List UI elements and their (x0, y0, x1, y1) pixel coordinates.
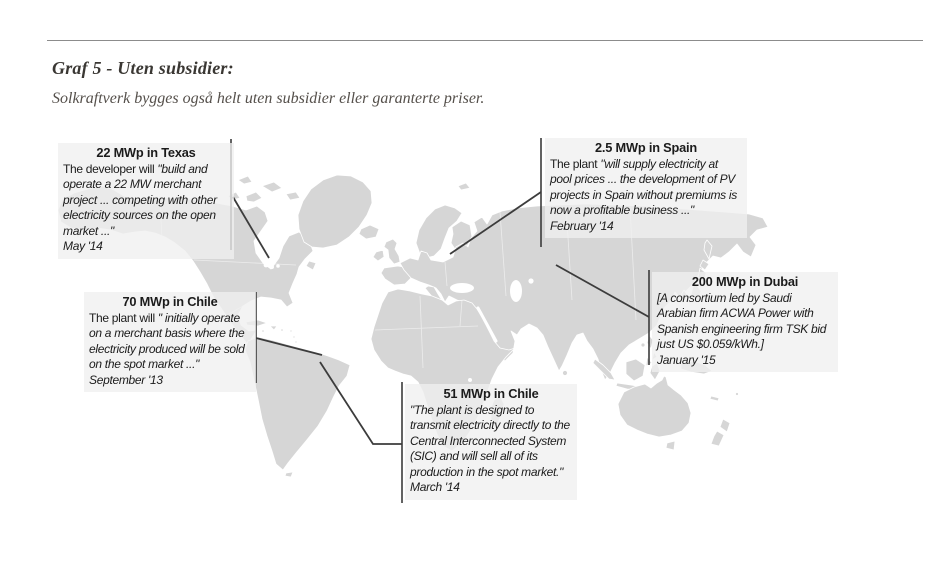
note-chile-51 (405, 384, 577, 500)
page-title: Graf 5 - Uten subsidier: (52, 58, 234, 78)
note-lead: The plant will (89, 310, 158, 325)
note-date: January '15 (657, 352, 716, 367)
note-body (89, 311, 251, 373)
note-spain (545, 138, 747, 238)
note-title: 2.5 MWp in Spain (594, 140, 698, 155)
page-subtitle: Solkraftverk bygges også helt uten subsidier eller garanterte priser. (52, 90, 485, 107)
note-lead: The developer will (63, 161, 158, 176)
note-quote: "will supply electricity at pool prices ... the development of PV projects in Spain without premiums is now a profitable business ..." (550, 156, 737, 217)
note-date: May '14 (63, 239, 103, 253)
note-quote: " initially operate on a merchant basis where the electricity produced will be sold on the spot market ..." (89, 310, 245, 371)
note-quote: "The plant is designed to transmit electricity directly to the Central Interconnected System (SIC) and will sell all of its production in the spot market." (410, 402, 570, 479)
note-body (550, 157, 742, 219)
note-body (410, 403, 572, 481)
note-texas (58, 143, 234, 259)
note-lead: The plant (550, 156, 601, 171)
note-date: September '13 (89, 372, 163, 387)
note-dubai (652, 272, 838, 372)
note-title: 200 MWp in Dubai (691, 274, 799, 289)
note-quote: [A consortium led by Saudi Arabian firm ACWA Power with Spanish engineering firm TSK bid just US $0.059/kWh.] (657, 290, 827, 351)
note-body (63, 162, 229, 240)
note-chile-70 (84, 292, 256, 392)
note-body (657, 291, 833, 353)
note-title: 70 MWp in Chile (122, 294, 218, 309)
note-title: 51 MWp in Chile (443, 386, 539, 401)
note-quote: "build and operate a 22 MW merchant project ... competing with other electricity sources on the open market ..." (63, 161, 217, 238)
note-date: February '14 (550, 218, 614, 233)
note-date: March '14 (410, 480, 460, 494)
note-title: 22 MWp in Texas (96, 145, 196, 160)
